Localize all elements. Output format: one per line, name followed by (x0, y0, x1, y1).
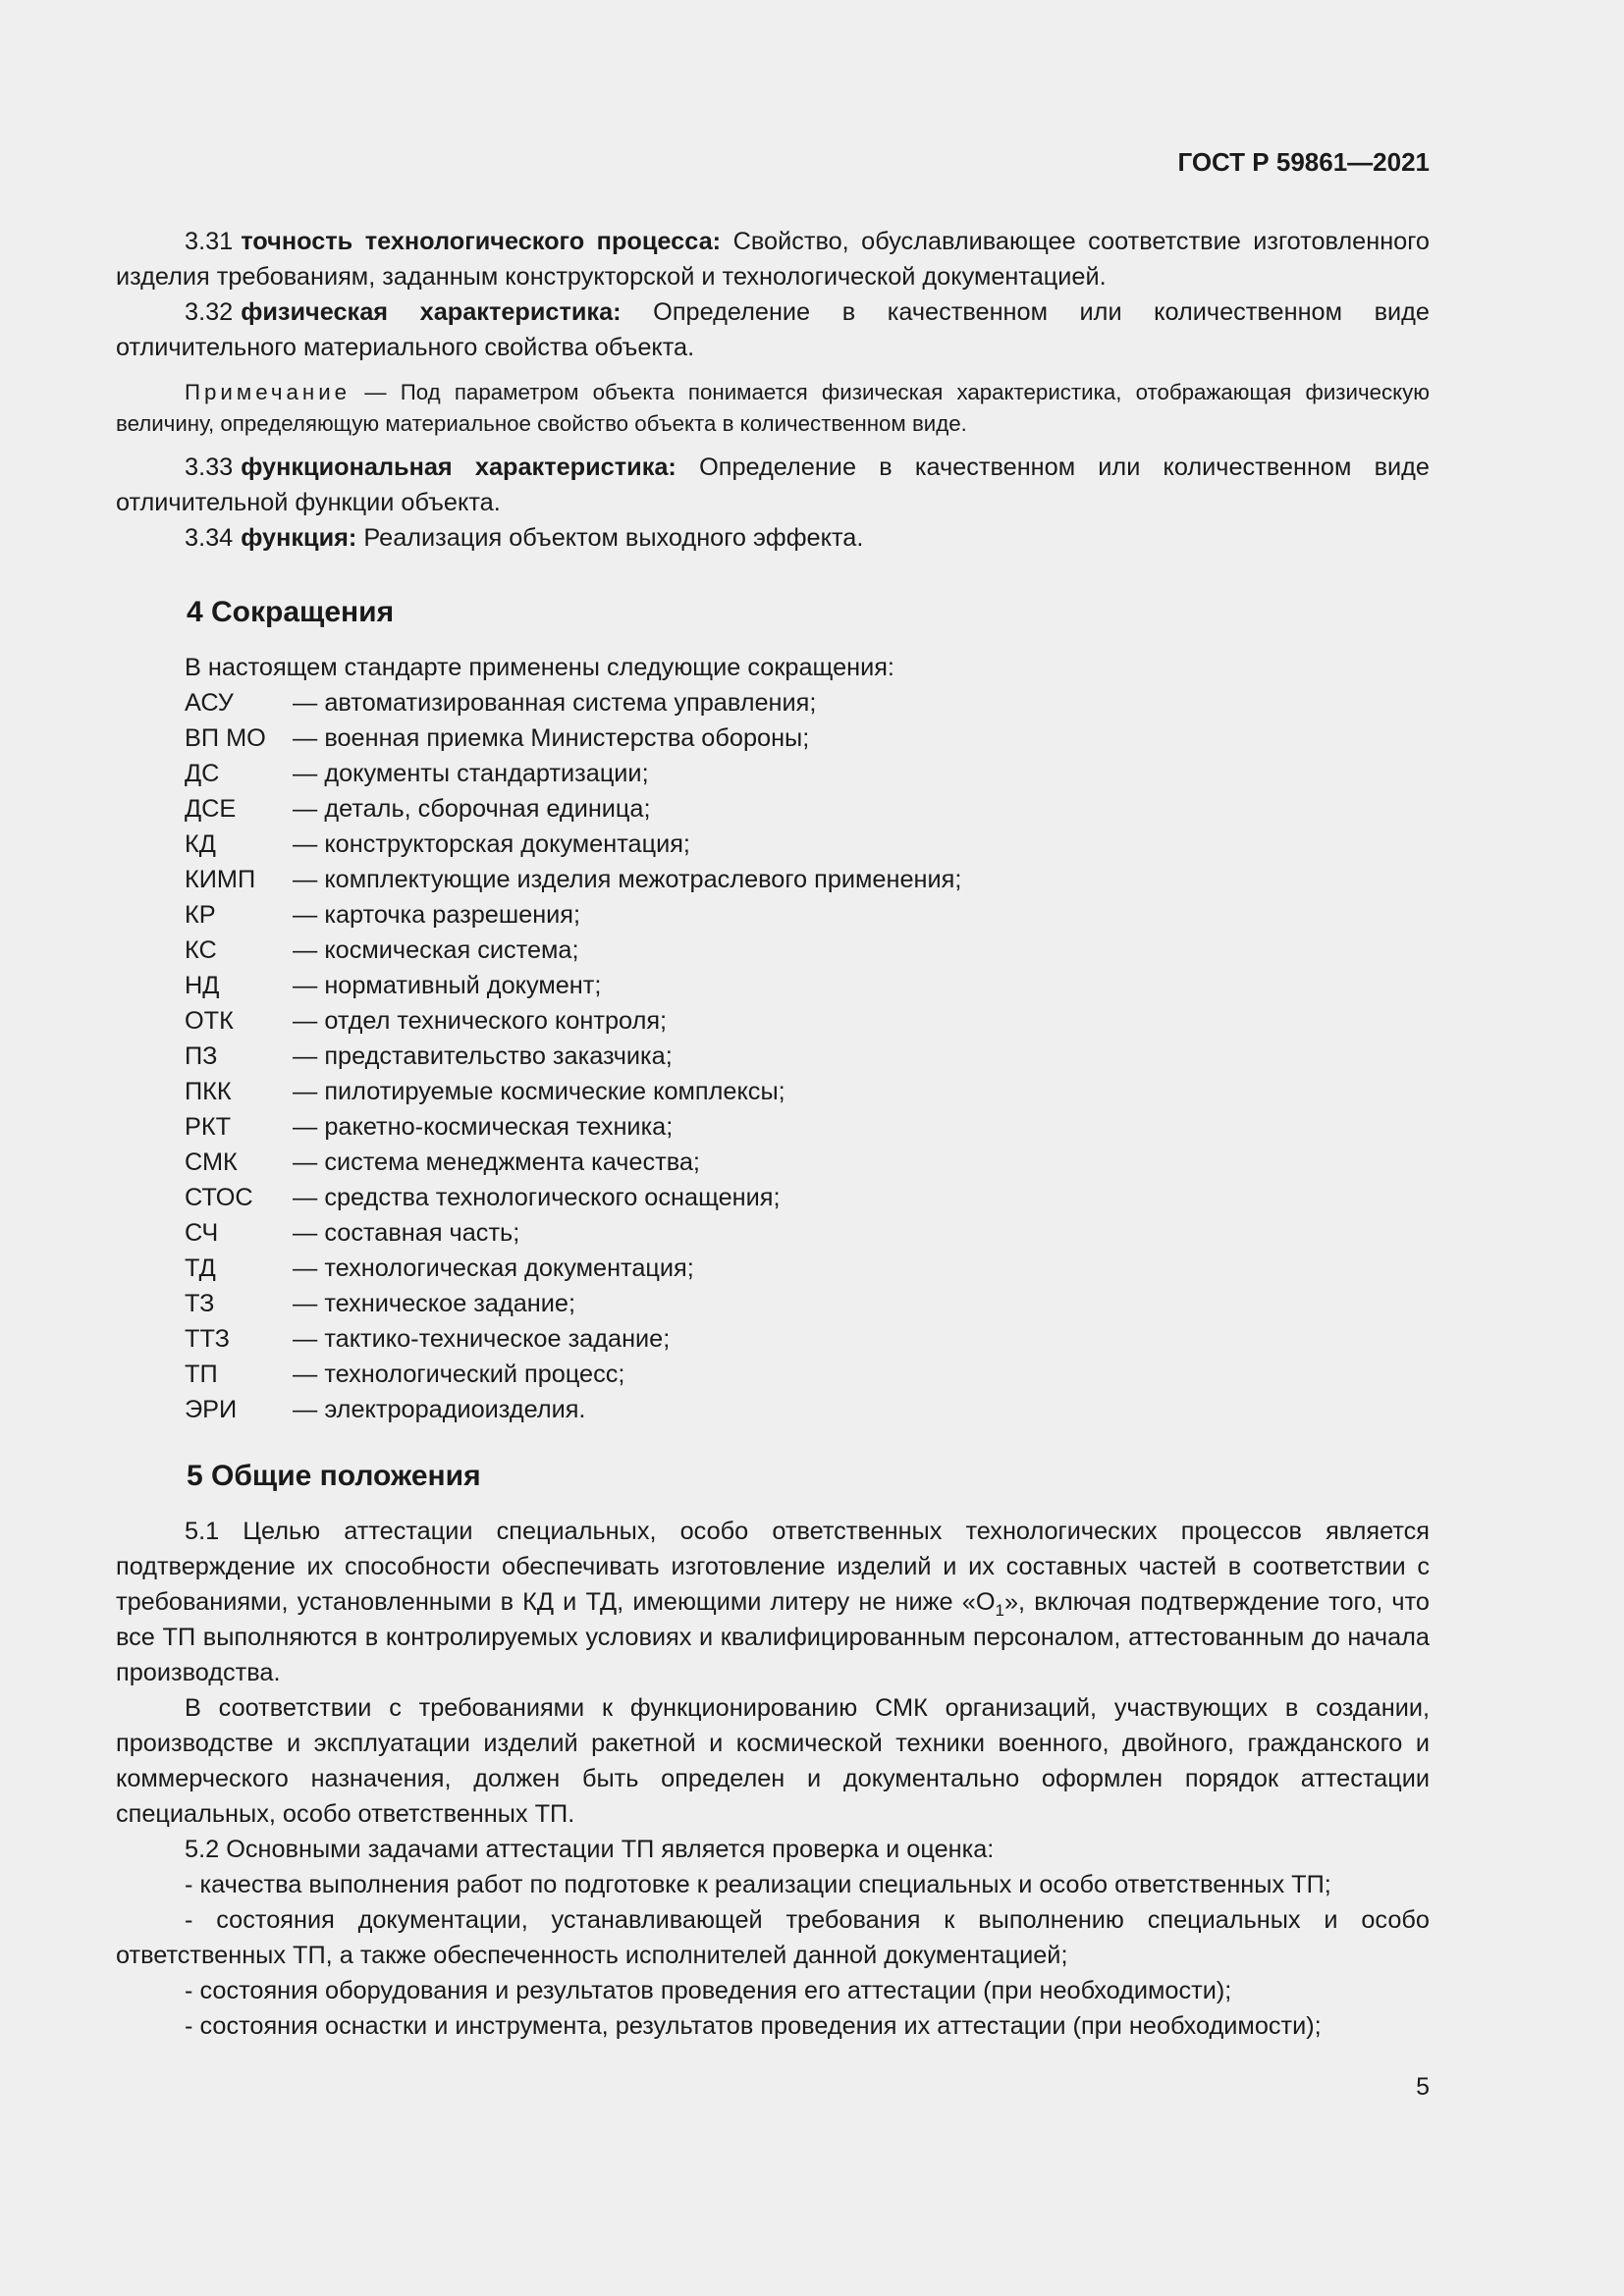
abbreviation-key: КС (185, 936, 217, 964)
abbreviation-desc: — составная часть; (293, 1219, 520, 1247)
abbreviation-desc: — ракетно-космическая техника; (293, 1113, 674, 1141)
abbreviation-row (185, 1215, 1430, 1251)
abbreviation-desc: — техническое задание; (293, 1290, 575, 1317)
definition-text: Свойство, обуславливающее соответствие изготовленного изделия требованиям, заданным конструкторской и технологической документацией. (116, 228, 1430, 291)
abbreviation-desc: — отдел технического контроля; (293, 1007, 668, 1035)
section-4-heading: 4 Сокращения (187, 596, 395, 628)
definition-term: физическая характеристика: (241, 298, 622, 326)
abbreviation-desc: — автоматизированная система управления; (293, 689, 817, 717)
abbreviation-row (185, 1109, 1430, 1145)
abbreviation-row (185, 1039, 1430, 1074)
abbreviation-desc: — пилотируемые космические комплексы; (293, 1078, 785, 1105)
abbreviation-row (185, 897, 1430, 933)
abbreviation-desc: — технологический процесс; (293, 1361, 625, 1388)
definition-3-33 (116, 450, 1430, 520)
abbreviation-row (185, 1392, 1430, 1427)
paragraph-5-1 (116, 1514, 1430, 1690)
abbreviation-row (185, 1321, 1430, 1357)
abbreviation-key: ВП МО (185, 724, 266, 752)
document-header: ГОСТ Р 59861—2021 (1177, 147, 1430, 177)
bullet-item: - состояния документации, устанавливающей требования к выполнению специальных и особо ответственных ТП, а также обеспеченность исполнителей данной документацией; (116, 1906, 1430, 1969)
abbreviation-key: ТД (185, 1255, 216, 1282)
abbreviation-row (185, 721, 1430, 756)
abbreviation-desc: — военная приемка Министерства обороны; (293, 724, 810, 752)
abbreviation-desc: — электрорадиоизделия. (293, 1396, 586, 1423)
definition-term: функциональная характеристика: (241, 454, 677, 481)
definition-text: Определение в качественном или количественном виде отличительной функции объекта. (116, 454, 1430, 516)
abbreviation-key: ОТК (185, 1007, 234, 1035)
abbreviation-key: КР (185, 901, 216, 929)
abbreviation-row (185, 791, 1430, 827)
paragraph-5-1-text: 5.1 Целью аттестации специальных, особо ответственных технологических процессов является подтверждение их способности обеспечивать изготовление изделий и их составных частей в соответствии с требованиями, установленными в КД и ТД, имеющими литеру не ниже «О (116, 1518, 1430, 1616)
abbreviation-key: ТЗ (185, 1290, 215, 1317)
abbreviation-desc: — технологическая документация; (293, 1255, 694, 1282)
section-5-heading: 5 Общие положения (187, 1460, 481, 1492)
page-number: 5 (1416, 2073, 1430, 2101)
abbreviation-key: ПКК (185, 1078, 232, 1105)
definition-3-32 (116, 294, 1430, 365)
abbreviation-row (185, 1286, 1430, 1321)
abbreviation-key: СМК (185, 1148, 238, 1176)
abbreviation-row (185, 1251, 1430, 1286)
definition-3-34 (116, 520, 1430, 556)
abbreviation-row (185, 1074, 1430, 1109)
abbreviation-key: КИМП (185, 866, 256, 893)
definition-term: функция: (241, 524, 357, 552)
bullet-item: - состояния оснастки и инструмента, результатов проведения их аттестации (при необходимости); (185, 2012, 1322, 2040)
abbreviation-key: ЭРИ (185, 1396, 238, 1423)
abbreviation-key: ДСЕ (185, 795, 237, 823)
definition-3-31 (116, 224, 1430, 294)
paragraph-5-1-text-end: », включая подтверждение того, что все ТП выполняются в контролируемых условиях и квалифицированным персоналом, аттестованным до начала производства. (116, 1588, 1430, 1686)
abbreviation-key: СТОС (185, 1184, 253, 1211)
abbreviation-key: НД (185, 972, 220, 999)
abbreviation-desc: — средства технологического оснащения; (293, 1184, 781, 1211)
abbreviation-desc: — представительство заказчика; (293, 1042, 673, 1070)
definition-text: Реализация объектом выходного эффекта. (363, 524, 864, 552)
abbreviation-key: ТТЗ (185, 1325, 230, 1353)
abbreviation-desc: — документы стандартизации; (293, 760, 649, 787)
bullet-item: - состояния оборудования и результатов проведения его аттестации (при необходимости); (185, 1977, 1232, 2004)
abbreviation-row (185, 862, 1430, 897)
note (116, 377, 1430, 440)
definition-term: точность технологического процесса: (241, 228, 722, 255)
abbreviation-row (185, 756, 1430, 791)
abbreviation-row (185, 827, 1430, 862)
subscript: 1 (995, 1601, 1004, 1621)
definition-number: 3.33 (185, 454, 234, 481)
paragraph-5-2: 5.2 Основными задачами аттестации ТП является проверка и оценка: (185, 1836, 995, 1863)
bullet-item: - качества выполнения работ по подготовке к реализации специальных и особо ответственных ТП; (185, 1871, 1331, 1898)
abbreviation-row (185, 1357, 1430, 1392)
abbreviation-key: СЧ (185, 1219, 219, 1247)
definition-text: Определение в качественном или количественном виде отличительного материального свойства объекта. (116, 298, 1431, 361)
abbreviation-desc: — карточка разрешения; (293, 901, 581, 929)
definition-number: 3.31 (185, 228, 234, 255)
abbreviation-desc: — комплектующие изделия межотраслевого применения; (293, 866, 962, 893)
abbreviation-desc: — тактико-техническое задание; (293, 1325, 671, 1353)
abbreviations-list (116, 650, 1430, 1427)
abbreviation-row (185, 685, 1430, 721)
abbreviation-key: ПЗ (185, 1042, 218, 1070)
abbreviation-row (185, 1003, 1430, 1039)
abbreviation-desc: — нормативный документ; (293, 972, 602, 999)
abbreviation-row (185, 933, 1430, 968)
abbreviation-desc: — космическая система; (293, 936, 579, 964)
abbreviation-key: ДС (185, 760, 220, 787)
abbreviations-items (185, 685, 1430, 1427)
note-label: Примечание (185, 380, 352, 404)
abbreviations-intro: В настоящем стандарте применены следующие сокращения: (185, 654, 894, 681)
definition-number: 3.34 (185, 524, 234, 552)
abbreviation-row (185, 1180, 1430, 1215)
abbreviation-desc: — деталь, сборочная единица; (293, 795, 651, 823)
abbreviation-desc: — конструкторская документация; (293, 830, 690, 858)
note-text: — Под параметром объекта понимается физическая характеристика, отображающая физическую величину, определяющую материальное свойство объекта в количественном виде. (116, 380, 1431, 436)
abbreviation-row (185, 968, 1430, 1003)
abbreviation-key: АСУ (185, 689, 234, 717)
abbreviation-key: КД (185, 830, 216, 858)
abbreviation-key: РКТ (185, 1113, 232, 1141)
definition-number: 3.32 (185, 298, 234, 326)
page-content (116, 224, 1430, 2044)
abbreviation-key: ТП (185, 1361, 218, 1388)
abbreviation-row (185, 1145, 1430, 1180)
paragraph-5-1-cont: В соответствии с требованиями к функционированию СМК организаций, участвующих в создании, производстве и эксплуатации изделий ракетной и космической техники военного, двойного, гражданского и коммерческого назначения, должен быть определен и документально оформлен порядок аттестации специальных, особо ответственных ТП. (116, 1694, 1430, 1828)
abbreviation-desc: — система менеджмента качества; (293, 1148, 700, 1176)
